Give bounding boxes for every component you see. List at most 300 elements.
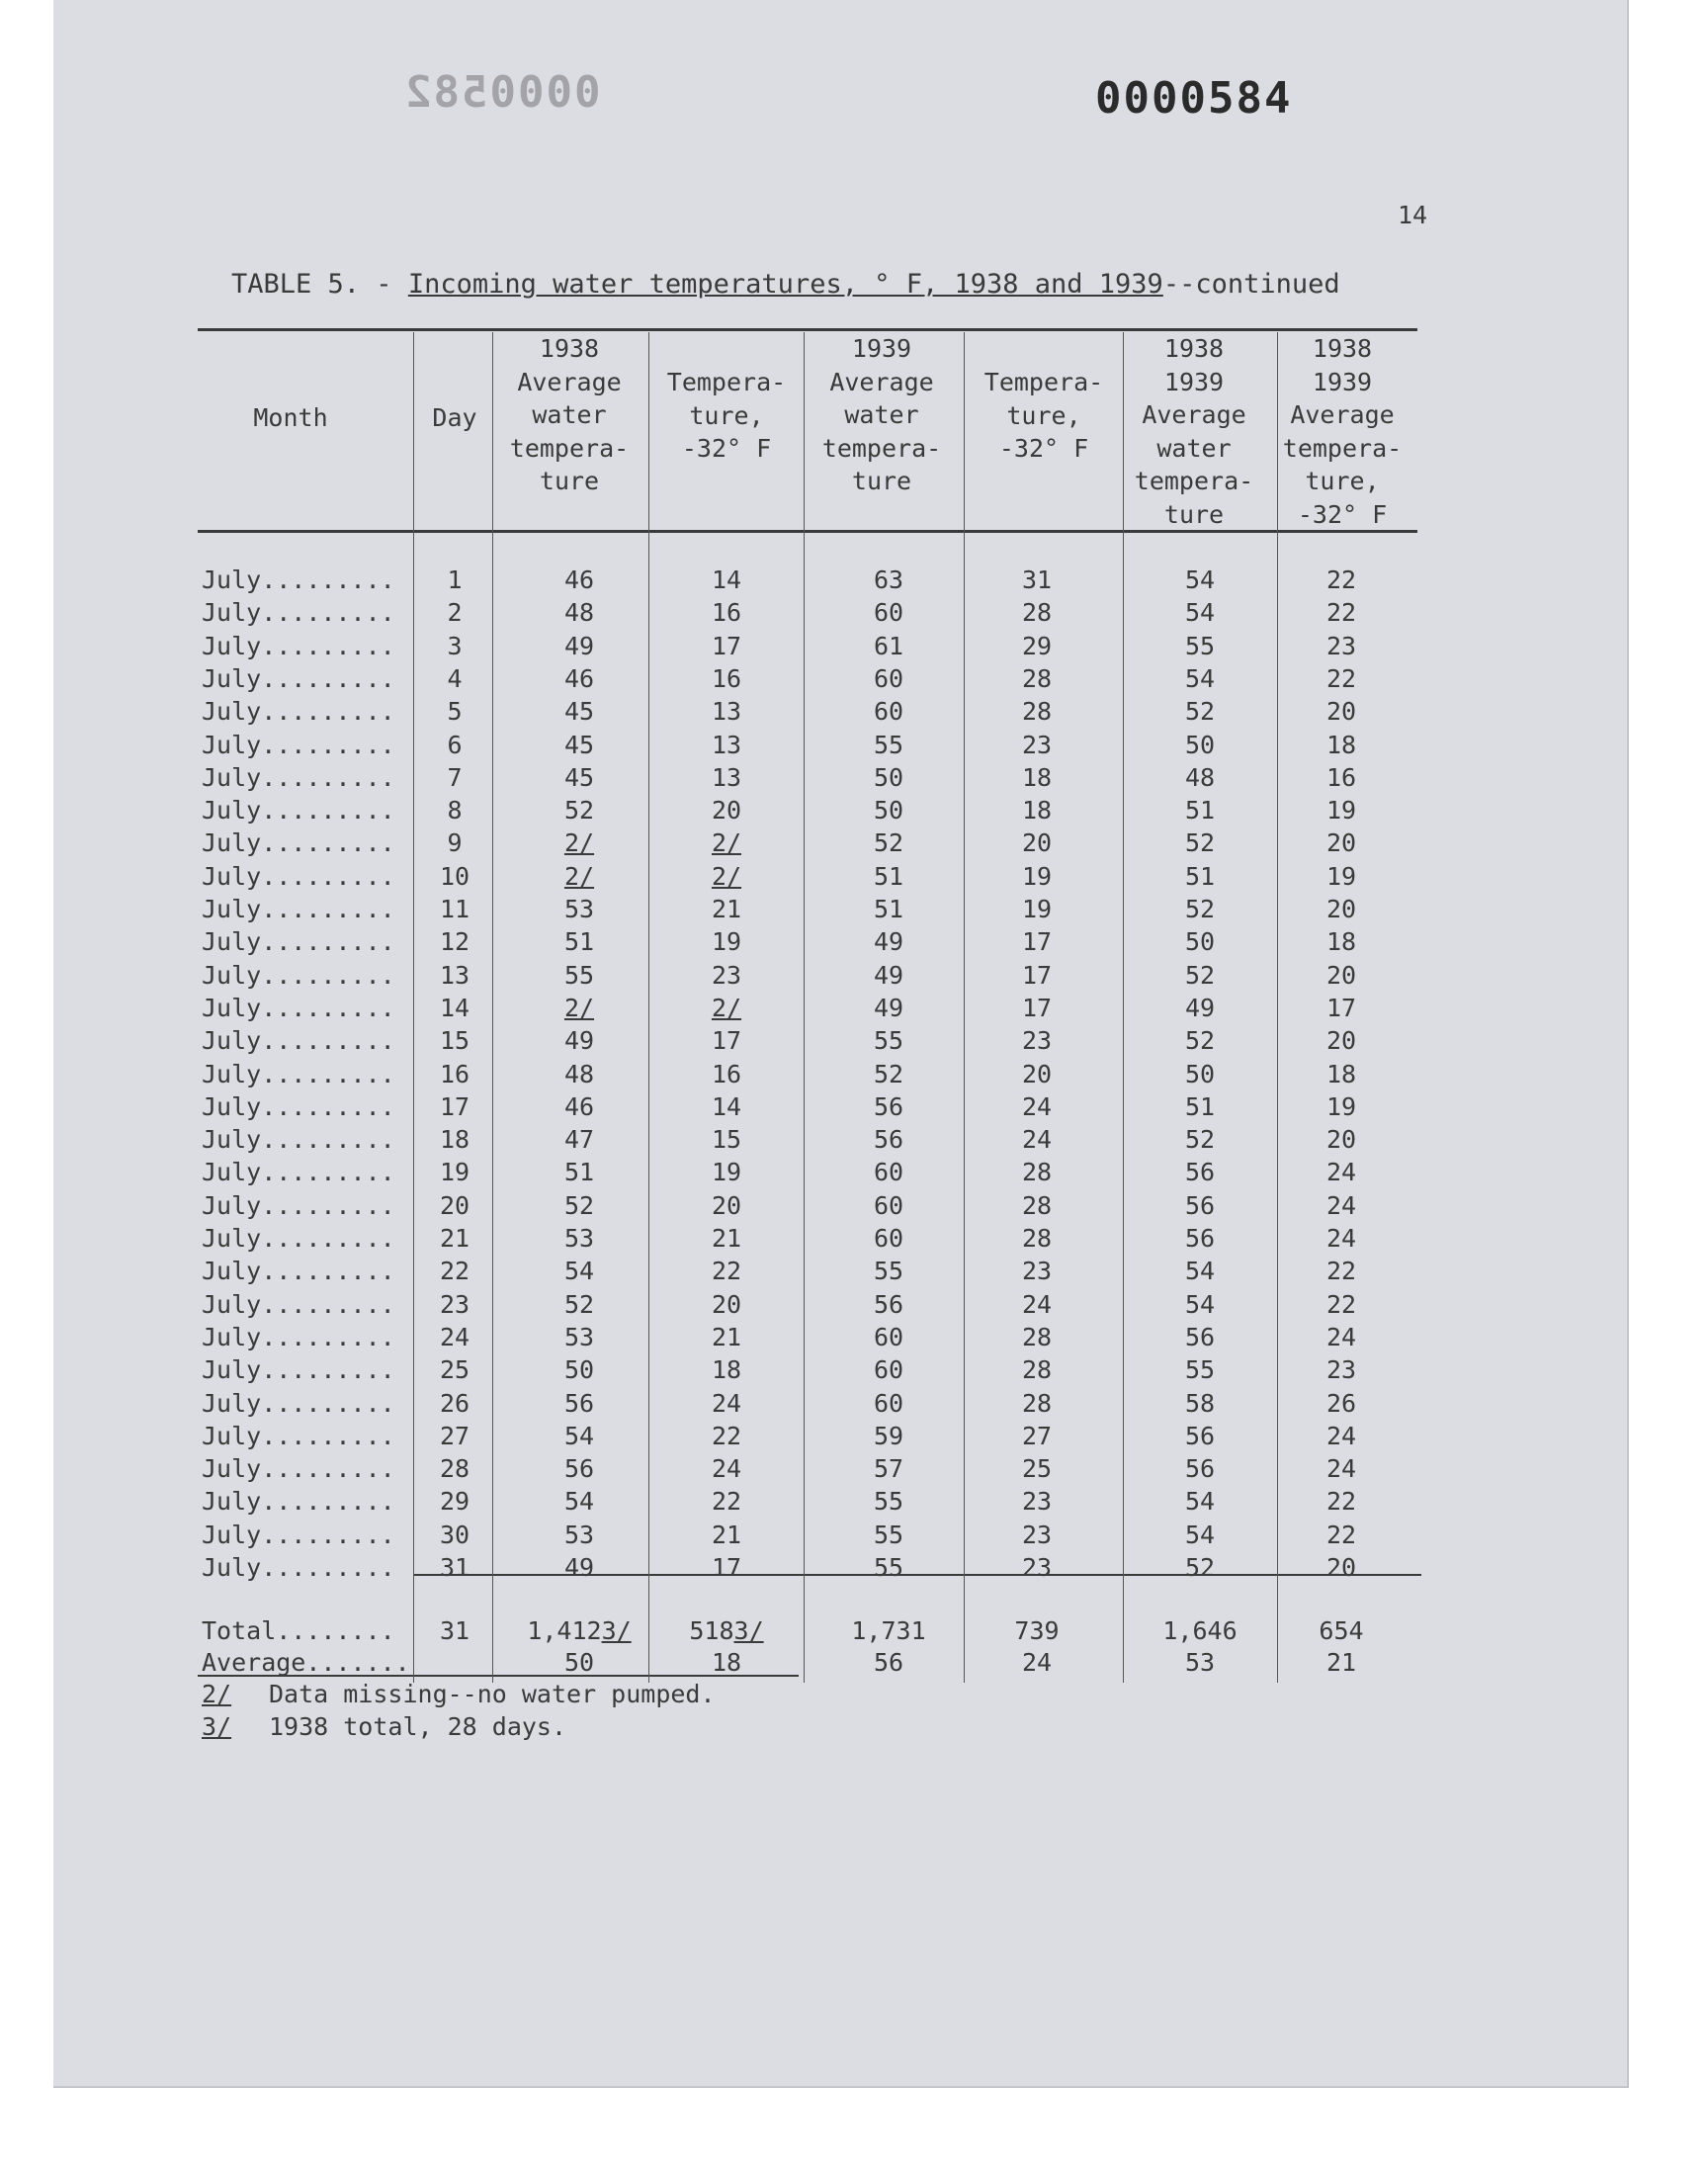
footnote-text: Data missing--no water pumped. <box>269 1680 716 1708</box>
value: 55 <box>1184 631 1216 660</box>
row-value-avgBoth <box>1141 1452 1259 1485</box>
average-avg1938: 50 <box>563 1648 595 1677</box>
row-value-temp1938 <box>667 729 786 761</box>
value: 22 <box>1325 1257 1357 1286</box>
value: 18 <box>1325 927 1357 957</box>
header-line: ture <box>1163 499 1225 529</box>
row-day: 23 <box>439 1289 470 1319</box>
row-value-temp1939 <box>978 1551 1096 1584</box>
value: 22 <box>711 1421 742 1450</box>
row-value-tempBoth <box>1282 1387 1401 1420</box>
row-day: 12 <box>439 927 470 957</box>
value: 45 <box>563 697 595 727</box>
value: 26 <box>1325 1388 1357 1418</box>
row-month: July......... <box>202 697 395 727</box>
row-value-avg1939 <box>829 1288 948 1321</box>
row-value-avg1939 <box>829 729 948 761</box>
row-value-avg1939 <box>829 925 948 958</box>
column-separator <box>1123 332 1124 1683</box>
value: 55 <box>1184 1355 1216 1385</box>
row-value-avgBoth <box>1141 729 1259 761</box>
value: 22 <box>1325 1520 1357 1549</box>
row-value-avg1938 <box>520 860 639 893</box>
row-value-temp1938 <box>667 695 786 728</box>
row-value-tempBoth <box>1282 959 1401 992</box>
value: 19 <box>711 927 742 957</box>
row-value-avg1939 <box>829 893 948 925</box>
value: 49 <box>873 927 904 957</box>
row-value-avg1938 <box>520 1321 639 1353</box>
total-tempBoth <box>1272 1614 1410 1647</box>
value: 20 <box>711 1289 742 1319</box>
row-value-tempBoth <box>1282 761 1401 794</box>
row-value-tempBoth <box>1282 1156 1401 1188</box>
row-day: 2 <box>447 598 463 628</box>
value: 56 <box>1184 1224 1216 1253</box>
value: 54 <box>563 1487 595 1517</box>
header-line: -32° F <box>681 434 772 463</box>
row-day: 19 <box>439 1158 470 1187</box>
row-value-temp1938 <box>667 1222 786 1255</box>
row-value-tempBoth <box>1282 1353 1401 1386</box>
value: 52 <box>563 1289 595 1319</box>
row-value-temp1939 <box>978 1189 1096 1222</box>
value: 52 <box>1184 828 1216 858</box>
total-temp1938 <box>657 1614 796 1647</box>
value: 54 <box>1184 663 1216 693</box>
row-month: July......... <box>202 566 395 594</box>
row-month: July......... <box>202 631 395 660</box>
value: 55 <box>873 1487 904 1517</box>
row-value-avg1939 <box>829 1551 948 1584</box>
row-value-avg1938 <box>520 1123 639 1156</box>
value: 23 <box>711 960 742 990</box>
value: 52 <box>563 796 595 826</box>
value: 24 <box>1325 1158 1357 1187</box>
value: 49 <box>873 960 904 990</box>
value: 56 <box>1184 1454 1216 1484</box>
row-value-temp1939 <box>978 1222 1096 1255</box>
value: 23 <box>1021 1026 1053 1056</box>
document-number-stamp: 0000584 <box>1095 73 1293 124</box>
value: 49 <box>563 1026 595 1056</box>
row-value-avg1938 <box>520 1420 639 1452</box>
row-day: 14 <box>439 993 470 1022</box>
row-value-tempBoth <box>1282 1024 1401 1057</box>
row-day: 22 <box>439 1257 470 1286</box>
row-value-temp1939 <box>978 695 1096 728</box>
header-line: tempera- <box>1282 433 1403 463</box>
value: 48 <box>563 1059 595 1088</box>
row-value-avg1938 <box>520 1058 639 1090</box>
row-day: 27 <box>439 1421 470 1450</box>
value: 56 <box>563 1388 595 1418</box>
value: 52 <box>873 828 904 858</box>
row-month: July......... <box>202 993 395 1022</box>
mirrored-stamp: 0000582 <box>403 67 601 118</box>
row-value-temp1938 <box>667 1353 786 1386</box>
row-month: July......... <box>202 1125 395 1155</box>
value: 31 <box>1021 566 1053 594</box>
row-value-avg1938 <box>520 1255 639 1287</box>
value: 54 <box>1184 566 1216 594</box>
row-value-avg1938 <box>520 1189 639 1222</box>
row-day: 26 <box>439 1388 470 1418</box>
header-line: 1939 <box>1163 367 1225 396</box>
header-line: ture, <box>1006 400 1081 430</box>
header-line: ture, <box>689 400 764 430</box>
row-value-temp1939 <box>978 893 1096 925</box>
row-month: July......... <box>202 663 395 693</box>
header-line: -32° F <box>1297 499 1388 529</box>
row-value-avgBoth <box>1141 794 1259 826</box>
row-value-tempBoth <box>1282 1090 1401 1123</box>
value: 14 <box>711 566 742 594</box>
row-value-tempBoth <box>1282 1255 1401 1287</box>
row-day: 17 <box>439 1091 470 1121</box>
value: 22 <box>711 1257 742 1286</box>
footnote-reference: 2/ <box>563 828 595 858</box>
row-value-tempBoth <box>1282 1452 1401 1485</box>
row-value-tempBoth <box>1282 1288 1401 1321</box>
row-day: 10 <box>439 861 470 891</box>
header-1939-average <box>803 332 961 498</box>
value: 52 <box>1184 960 1216 990</box>
value: 51 <box>873 895 904 923</box>
value: 51 <box>563 1158 595 1187</box>
row-value-temp1938 <box>667 1288 786 1321</box>
value: 20 <box>1021 828 1053 858</box>
row-value-temp1938 <box>667 1485 786 1518</box>
average-avg1939: 56 <box>873 1648 904 1677</box>
total-label: Total........ <box>202 1616 395 1645</box>
row-month: July......... <box>202 828 395 858</box>
footnote-reference: 2/ <box>711 861 742 891</box>
row-month: July......... <box>202 1487 395 1517</box>
header-line: Tempera- <box>666 368 787 396</box>
value: 53 <box>563 1520 595 1549</box>
row-value-avgBoth <box>1141 893 1259 925</box>
row-value-avg1939 <box>829 1222 948 1255</box>
column-separator <box>804 332 805 1683</box>
value: 45 <box>563 730 595 759</box>
value: 51 <box>1184 1091 1216 1121</box>
average-avgBoth: 53 <box>1184 1648 1216 1677</box>
row-value-avg1938 <box>520 1485 639 1518</box>
row-value-avg1939 <box>829 1485 948 1518</box>
row-value-temp1939 <box>978 761 1096 794</box>
value: 20 <box>1325 828 1357 858</box>
value: 22 <box>1325 1289 1357 1319</box>
row-value-avg1938 <box>520 695 639 728</box>
value: 60 <box>873 598 904 628</box>
table-title <box>231 269 1340 300</box>
value: 48 <box>1184 762 1216 792</box>
row-value-tempBoth <box>1282 925 1401 958</box>
header-1939-temperature <box>965 366 1123 466</box>
row-month: July......... <box>202 1091 395 1121</box>
row-value-avg1939 <box>829 1123 948 1156</box>
row-value-temp1939 <box>978 1353 1096 1386</box>
row-month: July......... <box>202 895 395 923</box>
value: 23 <box>1021 1487 1053 1517</box>
value: 24 <box>1021 1091 1053 1121</box>
value: 55 <box>563 960 595 990</box>
value: 20 <box>1325 960 1357 990</box>
row-value-temp1939 <box>978 1156 1096 1188</box>
header-line: Day <box>432 403 477 432</box>
value: 28 <box>1021 1355 1053 1385</box>
value: 20 <box>711 796 742 826</box>
row-value-tempBoth <box>1282 794 1401 826</box>
row-month: July......... <box>202 796 395 826</box>
row-value-avg1939 <box>829 564 948 596</box>
footnote-reference: 2/ <box>711 828 742 858</box>
row-day: 25 <box>439 1355 470 1385</box>
row-value-avg1938 <box>520 564 639 596</box>
value: 54 <box>563 1421 595 1450</box>
value: 49 <box>563 1553 595 1582</box>
value: 19 <box>1021 861 1053 891</box>
value: 17 <box>1021 927 1053 957</box>
value: 28 <box>1021 697 1053 727</box>
value: 24 <box>1021 1289 1053 1319</box>
value: 22 <box>1325 1487 1357 1517</box>
value: 21 <box>711 1520 742 1549</box>
value: 52 <box>1184 1125 1216 1155</box>
value: 52 <box>1184 1553 1216 1582</box>
row-value-avg1938 <box>520 1551 639 1584</box>
row-value-temp1939 <box>978 630 1096 662</box>
row-value-temp1938 <box>667 826 786 859</box>
row-value-temp1939 <box>978 1387 1096 1420</box>
header-line: Average <box>517 367 622 396</box>
value: 25 <box>1021 1454 1053 1484</box>
row-value-avgBoth <box>1141 761 1259 794</box>
row-value-avg1939 <box>829 959 948 992</box>
row-value-temp1938 <box>667 1452 786 1485</box>
value: 28 <box>1021 1158 1053 1187</box>
header-top-rule <box>198 328 1417 331</box>
row-day: 31 <box>439 1553 470 1582</box>
value: 47 <box>563 1125 595 1155</box>
row-value-tempBoth <box>1282 893 1401 925</box>
row-value-tempBoth <box>1282 1420 1401 1452</box>
value: 58 <box>1184 1388 1216 1418</box>
value: 13 <box>711 730 742 759</box>
row-month: July......... <box>202 1520 395 1549</box>
value: 28 <box>1021 598 1053 628</box>
row-month: July......... <box>202 1289 395 1319</box>
row-value-avg1938 <box>520 761 639 794</box>
row-value-temp1938 <box>667 1123 786 1156</box>
value: 23 <box>1021 1553 1053 1582</box>
row-value-temp1938 <box>667 1420 786 1452</box>
row-value-avg1939 <box>829 1321 948 1353</box>
header-day <box>415 401 494 435</box>
value: 20 <box>1325 1125 1357 1155</box>
row-value-avg1939 <box>829 1090 948 1123</box>
row-day: 13 <box>439 960 470 990</box>
row-value-avg1939 <box>829 1058 948 1090</box>
header-1938-1939-temperature <box>1268 332 1416 531</box>
value: 53 <box>563 1224 595 1253</box>
value: 51 <box>563 927 595 957</box>
row-value-avg1938 <box>520 1156 639 1188</box>
header-line: 1939 <box>851 334 912 363</box>
header-line: tempera- <box>821 433 942 463</box>
header-1938-1939-average <box>1115 332 1273 531</box>
value: 49 <box>563 631 595 660</box>
row-value-tempBoth <box>1282 1551 1401 1584</box>
total-avg1939 <box>819 1614 958 1647</box>
value: 46 <box>563 1091 595 1121</box>
row-value-avgBoth <box>1141 1123 1259 1156</box>
value: 60 <box>873 1190 904 1220</box>
value: 22 <box>1325 598 1357 628</box>
row-value-tempBoth <box>1282 860 1401 893</box>
row-month: July......... <box>202 1421 395 1450</box>
value: 19 <box>1325 861 1357 891</box>
value: 60 <box>873 663 904 693</box>
header-line: water <box>1156 433 1232 463</box>
row-value-avg1938 <box>520 959 639 992</box>
row-value-temp1939 <box>978 596 1096 629</box>
row-value-avgBoth <box>1141 1090 1259 1123</box>
value: 22 <box>711 1487 742 1517</box>
value: 54 <box>1184 1520 1216 1549</box>
footnote-reference: 2/ <box>563 861 595 891</box>
row-value-temp1938 <box>667 1156 786 1188</box>
row-value-temp1938 <box>667 1551 786 1584</box>
header-line: 1938 <box>1312 334 1373 363</box>
value: 52 <box>1184 895 1216 923</box>
value: 51 <box>873 861 904 891</box>
row-value-temp1939 <box>978 662 1096 695</box>
row-value-avg1938 <box>520 925 639 958</box>
value: 28 <box>1021 1224 1053 1253</box>
value: 17 <box>1021 993 1053 1022</box>
row-value-avgBoth <box>1141 1058 1259 1090</box>
row-value-avg1938 <box>520 1353 639 1386</box>
value: 53 <box>563 895 595 923</box>
row-value-temp1938 <box>667 1090 786 1123</box>
row-day: 6 <box>447 730 463 759</box>
total-value: 1,412 <box>527 1616 602 1645</box>
row-value-tempBoth <box>1282 1058 1401 1090</box>
value: 13 <box>711 697 742 727</box>
row-value-avgBoth <box>1141 1485 1259 1518</box>
row-value-avgBoth <box>1141 1024 1259 1057</box>
row-day: 21 <box>439 1224 470 1253</box>
row-value-avgBoth <box>1141 1321 1259 1353</box>
value: 52 <box>873 1059 904 1088</box>
value: 50 <box>873 762 904 792</box>
value: 56 <box>873 1289 904 1319</box>
value: 28 <box>1021 1190 1053 1220</box>
table-title-suffix: --continued <box>1162 269 1340 300</box>
row-day: 11 <box>439 895 470 923</box>
row-value-tempBoth <box>1282 1222 1401 1255</box>
value: 21 <box>711 1224 742 1253</box>
value: 16 <box>711 1059 742 1088</box>
value: 19 <box>1325 1091 1357 1121</box>
value: 20 <box>1021 1059 1053 1088</box>
row-value-tempBoth <box>1282 662 1401 695</box>
row-value-tempBoth <box>1282 992 1401 1024</box>
row-value-temp1938 <box>667 794 786 826</box>
row-day: 15 <box>439 1026 470 1056</box>
row-value-avg1939 <box>829 1387 948 1420</box>
value: 17 <box>711 1026 742 1056</box>
value: 16 <box>1325 762 1357 792</box>
row-value-temp1939 <box>978 1485 1096 1518</box>
row-value-avg1938 <box>520 1222 639 1255</box>
value: 56 <box>1184 1421 1216 1450</box>
row-value-tempBoth <box>1282 1485 1401 1518</box>
footnote-reference: 2/ <box>711 993 742 1022</box>
value: 60 <box>873 697 904 727</box>
header-line: ture <box>851 467 912 495</box>
row-value-avgBoth <box>1141 1222 1259 1255</box>
value: 24 <box>1325 1421 1357 1450</box>
value: 50 <box>1184 927 1216 957</box>
row-value-avgBoth <box>1141 564 1259 596</box>
value: 20 <box>1325 1026 1357 1056</box>
row-value-tempBoth <box>1282 630 1401 662</box>
row-value-tempBoth <box>1282 564 1401 596</box>
value: 18 <box>1021 796 1053 826</box>
row-value-temp1938 <box>667 630 786 662</box>
row-value-temp1939 <box>978 925 1096 958</box>
row-month: July......... <box>202 960 395 990</box>
row-value-temp1938 <box>667 761 786 794</box>
value: 28 <box>1021 1388 1053 1418</box>
value: 54 <box>1184 1289 1216 1319</box>
row-value-avg1939 <box>829 992 948 1024</box>
footnote-mark: 2/ <box>202 1680 232 1708</box>
row-value-avgBoth <box>1141 1420 1259 1452</box>
row-value-tempBoth <box>1282 1123 1401 1156</box>
row-value-temp1938 <box>667 992 786 1024</box>
value: 63 <box>873 566 904 594</box>
value: 28 <box>1021 1322 1053 1351</box>
row-value-temp1939 <box>978 1255 1096 1287</box>
header-line: water <box>532 400 607 429</box>
row-month: July......... <box>202 1026 395 1056</box>
value: 55 <box>873 1553 904 1582</box>
row-value-temp1938 <box>667 925 786 958</box>
value: 17 <box>711 1553 742 1582</box>
total-value: 518 <box>689 1616 734 1645</box>
value: 24 <box>1021 1125 1053 1155</box>
value: 52 <box>1184 1026 1216 1056</box>
row-value-avgBoth <box>1141 662 1259 695</box>
value: 60 <box>873 1158 904 1187</box>
header-line: 1938 <box>539 334 600 363</box>
row-value-avg1939 <box>829 860 948 893</box>
row-month: July......... <box>202 1553 395 1582</box>
header-1938-average <box>490 332 648 498</box>
row-value-tempBoth <box>1282 826 1401 859</box>
row-day: 5 <box>447 697 463 727</box>
row-value-avgBoth <box>1141 1387 1259 1420</box>
value: 60 <box>873 1224 904 1253</box>
row-value-avgBoth <box>1141 630 1259 662</box>
row-value-avg1939 <box>829 1420 948 1452</box>
row-day: 20 <box>439 1190 470 1220</box>
table-title-main: Incoming water temperatures, ° F, 1938 and 1939 <box>407 269 1163 300</box>
